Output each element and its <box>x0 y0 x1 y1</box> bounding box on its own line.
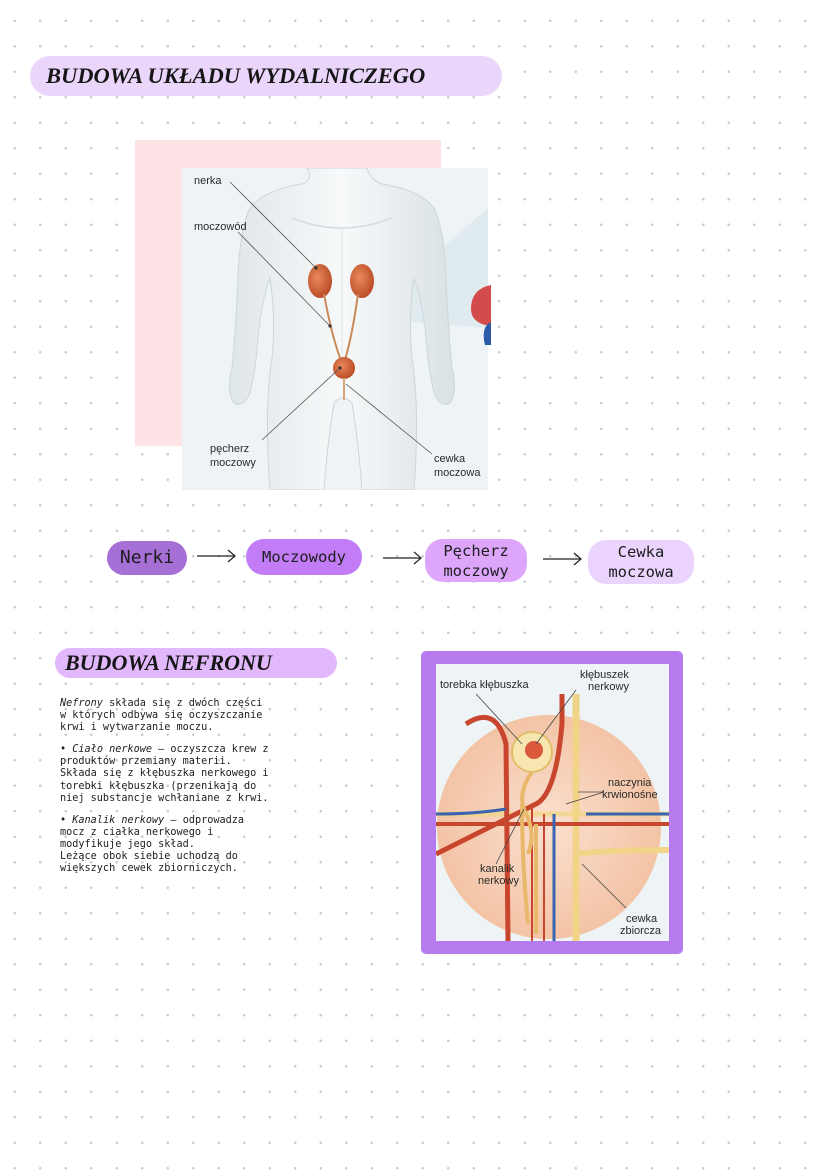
intro-paragraph <box>60 698 290 734</box>
point2-text: – odprowadza mocz z ciałka nerkowego i modyfikuje jego skład. Leżące obok siebie uchodzą do większych cewek zbiorniczych. <box>60 814 245 875</box>
section-title-nephron: BUDOWA NEFRONU <box>55 648 337 678</box>
section-title-urinary-system: BUDOWA UKŁADU WYDALNICZEGO <box>30 56 502 96</box>
point-renal-corpuscle <box>60 744 290 804</box>
flow-step-kidneys: Nerki <box>107 541 187 575</box>
bullet: • <box>60 744 73 756</box>
term-nephrons: Nefrony <box>60 698 103 709</box>
arrow-right-icon <box>196 548 238 564</box>
label-duct-line1: cewka <box>626 913 658 925</box>
label-glomerulus-line1: kłębuszek <box>580 669 629 681</box>
label-kidney: nerka <box>194 175 222 187</box>
label-vessels-line1: naczynia <box>608 777 652 789</box>
label-glomerulus-line2: nerkowy <box>588 681 629 693</box>
flow-step-bladder: Pęcherz moczowy <box>425 539 527 582</box>
cropped-illustration-edge <box>467 285 491 345</box>
label-bladder-line2: moczowy <box>210 457 256 469</box>
term-renal-tubule: Kanalik nerkowy <box>72 814 165 826</box>
nephron-description <box>60 698 290 885</box>
point-renal-tubule <box>60 815 290 875</box>
label-tubule-line2: nerkowy <box>478 875 519 887</box>
label-duct-line2: zbiorcza <box>620 925 661 937</box>
label-tubule-line1: kanalik <box>480 863 515 875</box>
point1-text: – oczyszcza krew z produktów przemiany materii. Składa się z kłębuszka nerkowego i torebki kłębuszka (przenikają do niej substancje wchłaniane z krwi. <box>60 744 269 804</box>
label-vessels-line2: krwionośne <box>602 789 658 801</box>
label-urethra-line1: cewka <box>434 453 466 465</box>
arrow-right-icon <box>542 551 584 567</box>
intro-text: składa się z dwóch części w których odbywa się oczyszczanie krwi i wytwarzanie moczu. <box>60 698 263 734</box>
label-urethra-line2: moczowa <box>434 467 481 479</box>
urinary-system-illustration <box>182 168 488 490</box>
label-bladder-line1: pęcherz <box>210 443 250 455</box>
term-renal-corpuscle: Ciało nerkowe <box>72 744 153 756</box>
flow-step-ureters: Moczowody <box>246 539 362 575</box>
nephron-illustration <box>436 664 669 941</box>
label-capsule: torebka kłębuszka <box>440 679 529 691</box>
label-ureter: moczowód <box>194 221 247 233</box>
bullet: • <box>60 814 73 826</box>
arrow-right-icon <box>382 550 424 566</box>
flow-step-urethra: Cewka moczowa <box>588 540 694 584</box>
